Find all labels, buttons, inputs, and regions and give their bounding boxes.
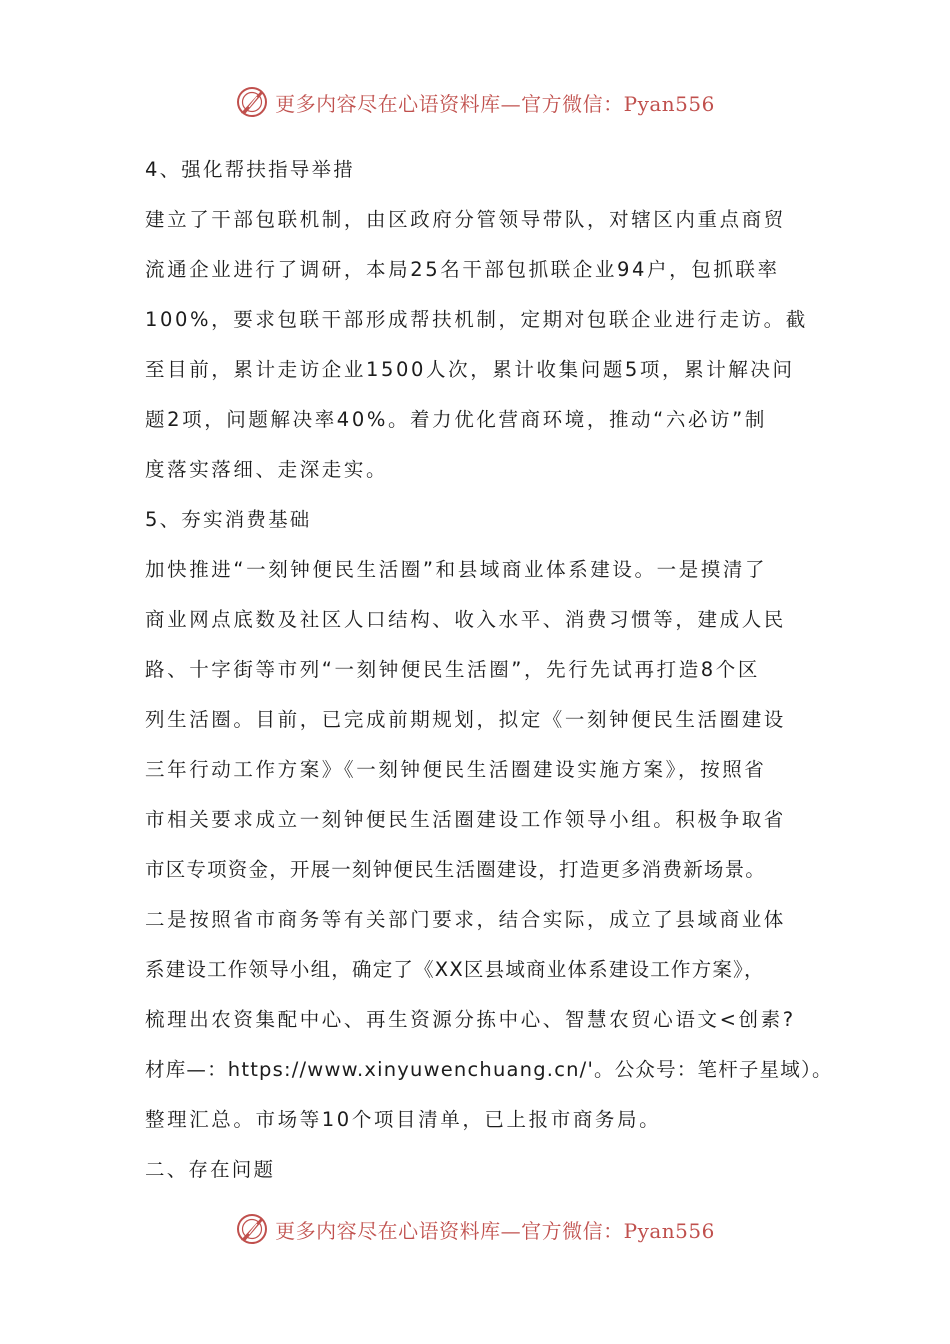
paragraph-line: 商业网点底数及社区人口结构、收入水平、消费习惯等，建成人民 [145, 608, 786, 631]
footer-banner-text: 更多内容尽在心语资料库—官方微信：Pyan556 [275, 1218, 715, 1243]
paragraph-line: 流通企业进行了调研，本局25名干部包抓联企业94户，包抓联率 [145, 258, 780, 281]
paragraph-line: 题2项，问题解决率40%。着力优化营商环境，推动“六必访”制 [145, 408, 767, 431]
paragraph-line: 加快推进“一刻钟便民生活圈”和县域商业体系建设。一是摸清了 [145, 558, 768, 581]
paragraph-line: 建立了干部包联机制，由区政府分管领导带队，对辖区内重点商贸 [145, 208, 786, 231]
header-banner [0, 82, 950, 122]
paragraph-line: 市相关要求成立一刻钟便民生活圈建设工作领导小组。积极争取省 [145, 808, 786, 831]
section-heading-4: 4、强化帮扶指导举措 [145, 158, 355, 181]
paragraph-line: 路、十字街等市列“一刻钟便民生活圈”，先行先试再打造8个区 [145, 658, 761, 681]
paragraph-line: 至目前，累计走访企业1500人次，累计收集问题5项，累计解决问 [145, 358, 795, 381]
paragraph-line: 100%，要求包联干部形成帮扶机制，定期对包联企业进行走访。截 [145, 308, 808, 331]
header-banner-text: 更多内容尽在心语资料库—官方微信：Pyan556 [275, 91, 715, 116]
paragraph-line: 梳理出农资集配中心、再生资源分拣中心、智慧农贸心语文<创素? [145, 1008, 796, 1031]
document-body [145, 145, 833, 1195]
paragraph-line: 市区专项资金，开展一刻钟便民生活圈建设，打造更多消费新场景。 [145, 858, 767, 881]
section-heading-5: 5、夯实消费基础 [145, 508, 312, 531]
paragraph-line: 整理汇总。市场等10个项目清单，已上报市商务局。 [145, 1108, 662, 1131]
paragraph-line: 三年行动工作方案》《一刻钟便民生活圈建设实施方案》，按照省 [145, 758, 767, 781]
feather-pen-logo-icon [235, 85, 269, 119]
paragraph-line: 系建设工作领导小组，确定了《XX区县域商业体系建设工作方案》， [145, 958, 765, 981]
paragraph-line: 列生活圈。目前，已完成前期规划，拟定《一刻钟便民生活圈建设 [145, 708, 786, 731]
feather-pen-logo-icon [235, 1212, 269, 1246]
paragraph-line: 度落实落细、走深走实。 [145, 458, 389, 481]
section-heading-problems: 二、存在问题 [145, 1158, 276, 1181]
paragraph-line: 材库—：https://www.xinyuwenchuang.cn/'。公众号：笔杆子星域）。 [145, 1058, 833, 1081]
paragraph-line: 二是按照省市商务等有关部门要求，结合实际，成立了县域商业体 [145, 908, 786, 931]
footer-banner [0, 1209, 950, 1249]
